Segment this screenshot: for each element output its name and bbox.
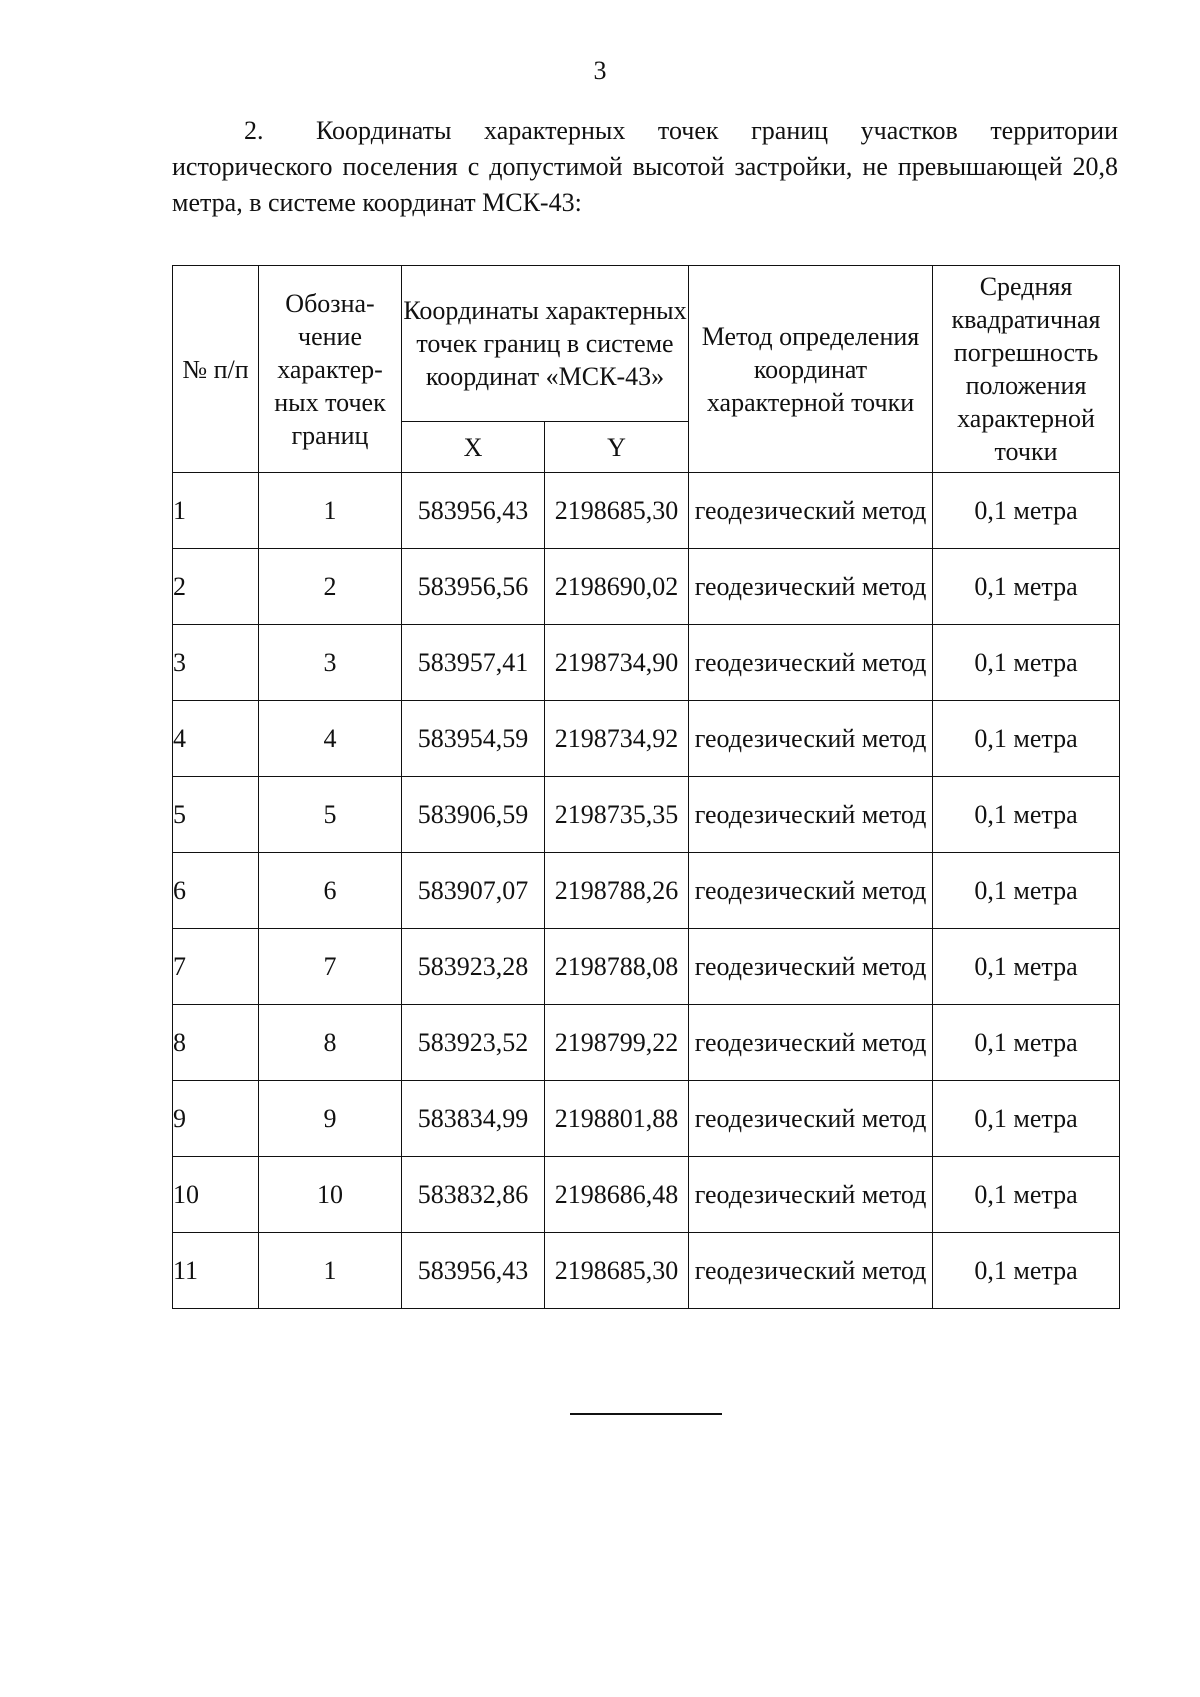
row-y-cell: 2198685,30 (545, 1233, 689, 1309)
row-designation-cell: 8 (259, 1005, 402, 1081)
table-row (173, 1157, 1120, 1233)
row-x-cell: 583832,86 (402, 1157, 545, 1233)
row-number-cell: 10 (173, 1157, 259, 1233)
row-designation-cell: 5 (259, 777, 402, 853)
row-method-cell: геодезический метод (689, 1157, 933, 1233)
row-x-cell: 583923,28 (402, 929, 545, 1005)
row-designation-cell: 1 (259, 1233, 402, 1309)
row-y-cell: 2198735,35 (545, 777, 689, 853)
table-row (173, 701, 1120, 777)
table-body (173, 473, 1120, 1309)
row-y-cell: 2198686,48 (545, 1157, 689, 1233)
row-x-cell: 583907,07 (402, 853, 545, 929)
row-method-cell: геодезический метод (689, 777, 933, 853)
row-x-cell: 583956,43 (402, 473, 545, 549)
row-x-cell: 583923,52 (402, 1005, 545, 1081)
table-row (173, 549, 1120, 625)
row-y-cell: 2198734,92 (545, 701, 689, 777)
row-designation-cell: 7 (259, 929, 402, 1005)
row-error-cell: 0,1 метра (933, 1005, 1120, 1081)
row-method-cell: геодезический метод (689, 1081, 933, 1157)
row-y-cell: 2198799,22 (545, 1005, 689, 1081)
row-error-cell: 0,1 метра (933, 625, 1120, 701)
row-error-cell: 0,1 метра (933, 777, 1120, 853)
row-number-cell: 7 (173, 929, 259, 1005)
row-x-cell: 583956,43 (402, 1233, 545, 1309)
row-y-cell: 2198788,08 (545, 929, 689, 1005)
row-designation-cell: 10 (259, 1157, 402, 1233)
row-y-cell: 2198734,90 (545, 625, 689, 701)
row-designation-cell: 4 (259, 701, 402, 777)
row-number-cell: 8 (173, 1005, 259, 1081)
intro-paragraph (172, 113, 1118, 221)
row-method-cell: геодезический метод (689, 1005, 933, 1081)
row-y-cell: 2198788,26 (545, 853, 689, 929)
row-number-cell: 9 (173, 1081, 259, 1157)
row-method-cell: геодезический метод (689, 929, 933, 1005)
table-row (173, 853, 1120, 929)
row-y-cell: 2198685,30 (545, 473, 689, 549)
row-y-cell: 2198690,02 (545, 549, 689, 625)
header-method: Метод определения координат характерной точки (689, 266, 933, 473)
table-row (173, 1233, 1120, 1309)
header-y: Y (545, 422, 689, 473)
header-designation: Обозна-чение характер-ных точек границ (259, 266, 402, 473)
table-row (173, 473, 1120, 549)
header-num: № п/п (173, 266, 259, 473)
header-x: X (402, 422, 545, 473)
page-number: 3 (593, 56, 607, 85)
intro-text: Координаты характерных точек границ участков территории исторического поселения с допустимой высотой застройки, не превышающей 20,8 метра, в системе координат МСК-43: (172, 116, 1118, 217)
row-number-cell: 2 (173, 549, 259, 625)
row-error-cell: 0,1 метра (933, 1081, 1120, 1157)
row-method-cell: геодезический метод (689, 549, 933, 625)
row-method-cell: геодезический метод (689, 853, 933, 929)
table-row (173, 625, 1120, 701)
row-designation-cell: 2 (259, 549, 402, 625)
row-designation-cell: 3 (259, 625, 402, 701)
row-error-cell: 0,1 метра (933, 473, 1120, 549)
table-row (173, 929, 1120, 1005)
row-method-cell: геодезический метод (689, 625, 933, 701)
table-row (173, 1081, 1120, 1157)
intro-item-number: 2. (244, 116, 264, 145)
row-error-cell: 0,1 метра (933, 929, 1120, 1005)
row-number-cell: 11 (173, 1233, 259, 1309)
coordinates-table (172, 265, 1120, 1309)
row-x-cell: 583956,56 (402, 549, 545, 625)
row-number-cell: 1 (173, 473, 259, 549)
row-error-cell: 0,1 метра (933, 853, 1120, 929)
end-divider-line (570, 1413, 722, 1415)
row-error-cell: 0,1 метра (933, 1233, 1120, 1309)
row-number-cell: 5 (173, 777, 259, 853)
row-number-cell: 6 (173, 853, 259, 929)
header-error: Средняя квадратичная погрешность положения характерной точки (933, 266, 1120, 473)
row-x-cell: 583957,41 (402, 625, 545, 701)
row-method-cell: геодезический метод (689, 701, 933, 777)
row-x-cell: 583906,59 (402, 777, 545, 853)
row-number-cell: 4 (173, 701, 259, 777)
row-number-cell: 3 (173, 625, 259, 701)
row-x-cell: 583834,99 (402, 1081, 545, 1157)
row-designation-cell: 9 (259, 1081, 402, 1157)
row-method-cell: геодезический метод (689, 1233, 933, 1309)
row-error-cell: 0,1 метра (933, 701, 1120, 777)
row-y-cell: 2198801,88 (545, 1081, 689, 1157)
table-row (173, 1005, 1120, 1081)
row-designation-cell: 6 (259, 853, 402, 929)
row-error-cell: 0,1 метра (933, 549, 1120, 625)
row-x-cell: 583954,59 (402, 701, 545, 777)
header-coordinates: Координаты характерных точек границ в системе координат «МСК-43» (402, 266, 689, 422)
row-designation-cell: 1 (259, 473, 402, 549)
row-method-cell: геодезический метод (689, 473, 933, 549)
table-row (173, 777, 1120, 853)
row-error-cell: 0,1 метра (933, 1157, 1120, 1233)
